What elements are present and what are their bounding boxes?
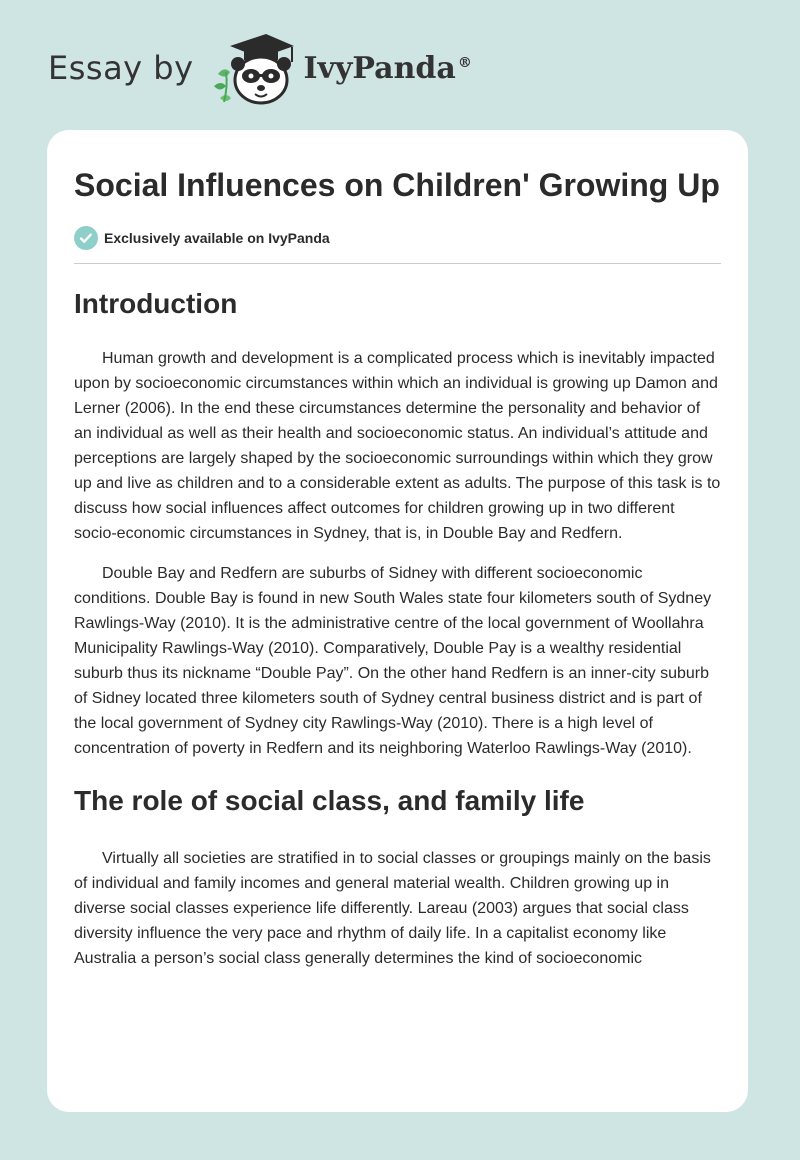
- exclusive-label: Exclusively available on IvyPanda: [104, 230, 330, 246]
- essay-title: Social Influences on Children' Growing Up: [74, 167, 720, 203]
- section-social-class: [74, 783, 721, 971]
- essay-card: [47, 130, 748, 1112]
- registered-mark: ®: [457, 54, 472, 71]
- paragraph: Virtually all societies are stratified in to social classes or groupings mainly on the basis of individual and family incomes and general material wealth. Children growing up in diverse social classes experience life differently. Lareau (2003) argues that social class diversity influence the very pace and rhythm of daily life. In a capitalist economy like Australia a person’s social class generally determines the kind of socioeconomic: [74, 850, 711, 967]
- exclusive-badge: [74, 226, 721, 264]
- paragraph: Double Bay and Redfern are suburbs of Sidney with different socioeconomic conditions. Double Bay is found in new South Wales state four kilometers south of Sydney Rawlings-Way (2010). It is the administrative centre of the local government of Woollahra Municipality Rawlings-Way (2010). Comparatively, Double Pay is a wealthy residential suburb thus its nickname “Double Pay”. On the other hand Redfern is an inner-city suburb of Sidney located three kilometers south of Sydney central business district and is part of the local government of Sydney city Rawlings-Way (2010). There is a high level of concentration of poverty in Redfern and its neighboring Waterloo Rawlings-Way (2010).: [74, 565, 712, 757]
- paragraph: Human growth and development is a complicated process which is inevitably impacted upon by socioeconomic circumstances within which an individual is growing up Damon and Lerner (2006). In the end these circumstances determine the personality and behavior of an individual as well as their health and socioeconomic status. An individual’s attitude and perceptions are largely shaped by the socioeconomic surroundings within which they grow up and live as children and to a considerable extent as adults. The purpose of this task is to discuss how social influences affect outcomes for children growing up in two different socio-economic circumstances in Sydney, that is, in Double Bay and Redfern.: [74, 350, 721, 542]
- section-heading: The role of social class, and family life: [74, 785, 585, 816]
- check-circle-icon: [74, 226, 98, 250]
- section-introduction: [74, 286, 721, 761]
- section-heading: Introduction: [74, 288, 238, 319]
- brand-prefix: Essay by: [48, 49, 194, 87]
- site-header: [48, 28, 472, 108]
- brand-name[interactable]: IvyPanda ®: [303, 50, 472, 86]
- panda-logo-icon[interactable]: [208, 28, 298, 108]
